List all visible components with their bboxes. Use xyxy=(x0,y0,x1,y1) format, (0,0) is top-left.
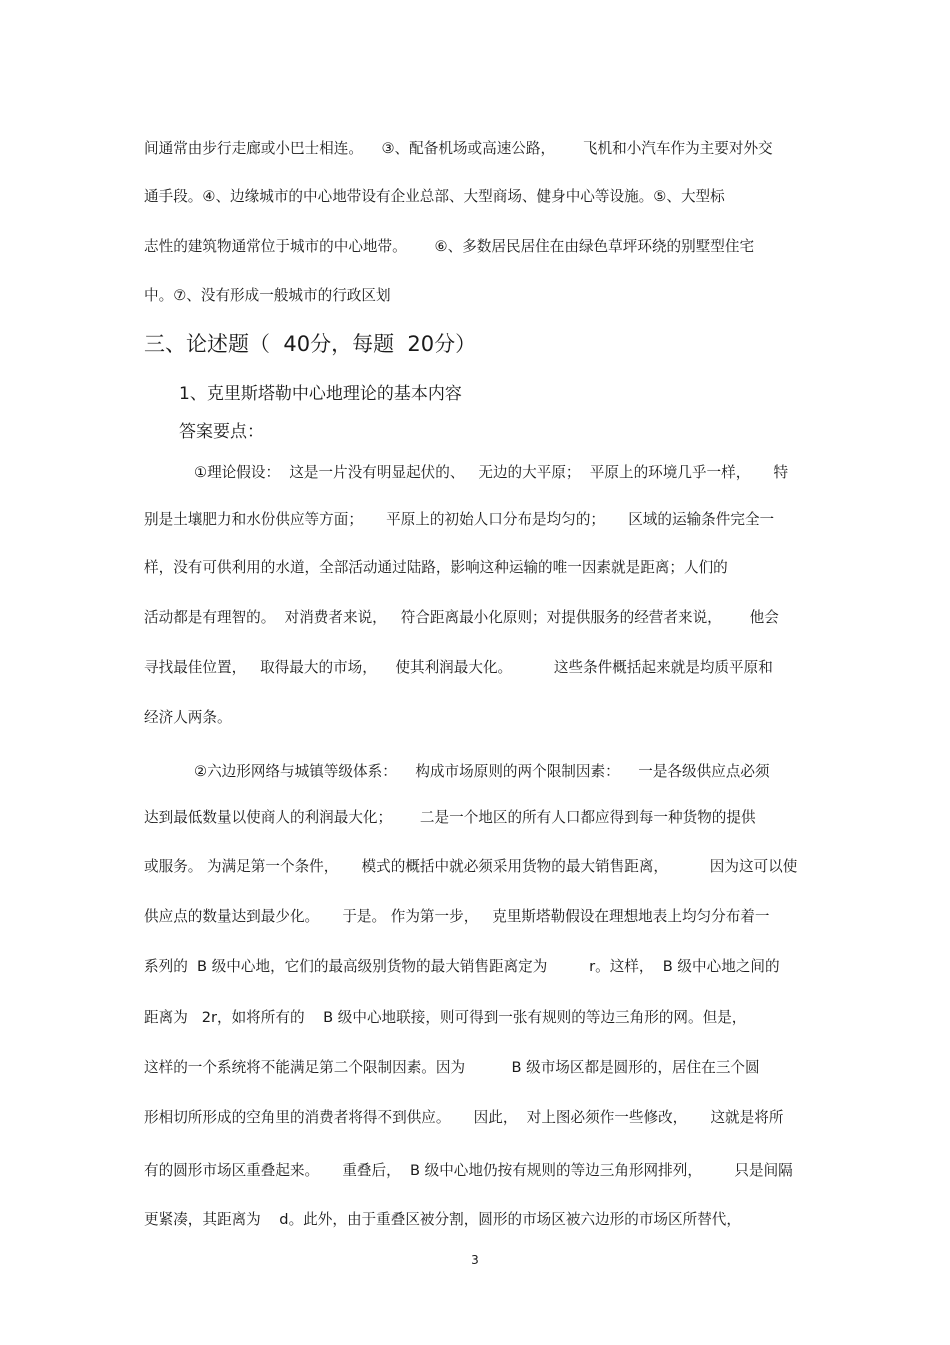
paragraph1-line-6: 经济人两条。 xyxy=(144,709,232,726)
body-line-top-2: 通手段。④、边缘城市的中心地带设有企业总部、大型商场、健身中心等设施。⑤、大型标 xyxy=(144,188,725,205)
paragraph2-line-10: 更紧凑，其距离为 d。此外，由于重叠区被分割，圆形的市场区被六边形的市场区所替代， xyxy=(144,1211,741,1228)
paragraph2-line-9: 有的圆形市场区重叠起来。 重叠后， B 级中心地仍按有规则的等边三角形网排列， 只是间隔 xyxy=(144,1162,793,1179)
question-title: 1、克里斯塔勒中心地理论的基本内容 xyxy=(179,384,462,404)
paragraph1-line-3: 样，没有可供利用的水道，全部活动通过陆路，影响这种运输的唯一因素就是距离；人们的 xyxy=(144,559,728,576)
paragraph2-line-4: 供应点的数量达到最少化。 于是。 作为第一步， 克里斯塔勒假设在理想地表上均匀分布着一 xyxy=(144,908,770,925)
body-line-top-3: 志性的建筑物通常位于城市的中心地带。 ⑥、多数居民居住在由绿色草坪环绕的别墅型住宅 xyxy=(144,238,755,255)
paragraph2-line-1: ②六边形网络与城镇等级体系： 构成市场原则的两个限制因素： 一是各级供应点必须 xyxy=(194,763,770,780)
paragraph1-line-2: 别是土壤肥力和水份供应等方面； 平原上的初始人口分布是均匀的； 区域的运输条件完全一 xyxy=(144,511,775,528)
paragraph2-line-6: 距离为 2r，如将所有的 B 级中心地联接，则可得到一张有规则的等边三角形的网。但是， xyxy=(144,1009,747,1026)
paragraph1-line-5: 寻找最佳位置， 取得最大的市场， 使其利润最大化。 这些条件概括起来就是均质平原和 xyxy=(144,659,773,676)
paragraph2-line-7: 这样的一个系统将不能满足第二个限制因素。因为 B 级市场区都是圆形的，居住在三个圆 xyxy=(144,1059,760,1076)
page-number: 3 xyxy=(471,1253,479,1267)
answer-label: 答案要点： xyxy=(179,422,264,442)
paragraph1-line-4: 活动都是有理智的。 对消费者来说， 符合距离最小化原则；对提供服务的经营者来说， 他会 xyxy=(144,609,779,626)
body-line-top-4: 中。⑦、没有形成一般城市的行政区划 xyxy=(144,287,391,304)
section-title: 三、论述题（ 40分，每题 20分） xyxy=(144,332,477,356)
paragraph1-line-1: ①理论假设： 这是一片没有明显起伏的、 无边的大平原； 平原上的环境几乎一样， 特 xyxy=(194,464,789,481)
paragraph2-line-3: 或服务。 为满足第一个条件， 模式的概括中就必须采用货物的最大销售距离， 因为这可以使 xyxy=(144,858,798,875)
paragraph2-line-2: 达到最低数量以使商人的利润最大化； 二是一个地区的所有人口都应得到每一种货物的提供 xyxy=(144,809,756,826)
body-line-top-1: 间通常由步行走廊或小巴士相连。 ③、配备机场或高速公路， 飞机和小汽车作为主要对外交 xyxy=(144,140,773,157)
paragraph2-line-8: 形相切所形成的空角里的消费者将得不到供应。 因此， 对上图必须作一些修改， 这就是将所 xyxy=(144,1109,784,1126)
paragraph2-line-5: 系列的 B 级中心地，它们的最高级别货物的最大销售距离定为 r。这样， B 级中心地之间的 xyxy=(144,958,780,975)
